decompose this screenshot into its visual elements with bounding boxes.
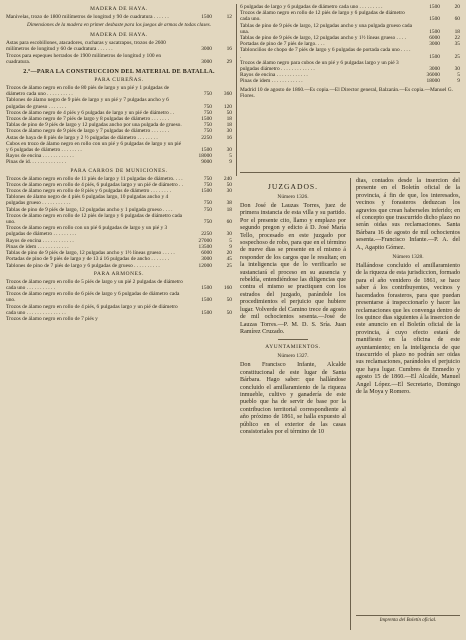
date-signature: Madrid 10 de agosto de 1860.—Es copia.—El Director general, Balzarán.—Es copia.—Manuel G. Flores. <box>240 86 454 99</box>
row-price: 50 <box>226 297 232 304</box>
row-price: 50 <box>226 309 232 316</box>
armones-heading: PARA ARMONES. <box>93 270 145 277</box>
row-quantity: 750 <box>203 109 212 116</box>
municiones-table <box>6 176 232 269</box>
row-price: 9 <box>457 78 460 85</box>
row-price: 30 <box>226 231 232 238</box>
row-description: Manivelas, trozo de 1800 milímetros de longitud y 90 de cuadratura . . . . . . <box>6 14 169 20</box>
table-row <box>6 40 232 52</box>
row-quantity: 1500 <box>201 309 212 316</box>
row-price: 50 <box>226 109 232 116</box>
row-description: Portadas de pino de 9 piés de largo y de 13 á 16 pulgadas de ancho . . . . . . . <box>6 256 169 263</box>
row-quantity: 750 <box>203 91 212 98</box>
row-price: 360 <box>223 91 232 98</box>
row-price: 35 <box>454 41 460 48</box>
row-quantity: 2250 <box>201 134 212 141</box>
row-quantity: 36000 <box>426 72 440 79</box>
notice-number-2: Número 1328. <box>392 254 424 261</box>
row-quantity: 750 <box>203 219 212 226</box>
row-description: Trozos de álamo negro en rollo de 7 piés y <box>6 315 98 322</box>
imprint-rule <box>356 615 460 616</box>
juzgados-heading: JUZGADOS. <box>267 182 319 191</box>
column-divider-top <box>236 4 237 176</box>
row-description: Trozos de álamo negro para cubos de un pié y 6 pulgadas largo y un pié 3 pulgadas diámetro . . . . . . . . . . . . . <box>240 59 399 73</box>
column-divider-bottom <box>350 178 351 630</box>
table-row <box>6 225 232 237</box>
row-quantity: 750 <box>203 103 212 110</box>
row-price: 16 <box>226 46 232 53</box>
imprint: Imprenta del Boletín oficial. <box>379 618 437 623</box>
row-description: Tablones de álamo negro de 4 piés 6 pulgadas largo, 10 pulgadas ancho y 4 pulgadas grueso . . . . . . . . . . . <box>6 194 169 207</box>
table-row <box>6 53 232 65</box>
row-quantity: 750 <box>203 206 212 213</box>
row-quantity: 3000 <box>429 66 440 73</box>
row-quantity: 750 <box>203 122 212 129</box>
row-price: 18 <box>226 122 232 129</box>
row-quantity: 1500 <box>201 147 212 154</box>
dimensiones-note: Dimensiones de la madera en primer desbaste para los juegos de armas de todas clases. <box>27 22 211 29</box>
row-description: Pinas de id. . . . . . . . . . . . . . <box>6 159 67 166</box>
juzgados-text: Don José de Lauzas Torres, juez de primera instancia de esta villa y su partido. Por el presente cito, llamo y emplazo por segundo pregon y edicto á D. José María Tello, procesado en este juzgado por sospechoso de robo, para que en el término de nueve dias se presente en el mismo á responder de los cargos que le resultan; en la inteligencia que de lo verificarlo se sustanciará el proceso en su ausencia y rebeldía, entendiéndose las diligencias que contra el mismo se practiquen con los estrados del juzgado, parándole los procedimientos el perjuicio que hubiere lugar. Volverde del Camino trece de agosto de mil ochocientos sesenta.—José de Lauzas Torres.—P. M. D. S. Sría. Juan Ramírez Cruzado. <box>240 203 346 335</box>
row-price: 18 <box>454 28 460 35</box>
row-description: Portadas de pino de 7 piés de largo. . . . <box>240 41 325 48</box>
row-quantity: 13500 <box>198 243 212 250</box>
curenas-heading: PARA CUREÑAS. <box>94 77 144 84</box>
row-price: 30 <box>454 66 460 73</box>
row-description: Cubos en trozo de álamo negro en rollo con un pié y 6 pulgadas de largo y un pié y 6 pulgadas de diámetro . . . . . . . . <box>6 140 182 154</box>
table-row <box>240 78 460 84</box>
row-description: Pinas de idem . . . . . . . . . . . . <box>6 243 69 250</box>
row-quantity: 6000 <box>429 35 440 42</box>
row-description: Trozos de álamo negro en rollo de 4 piés, 6 pulgadas largo y un pié de diámetro . . <box>6 181 184 188</box>
row-price: 30 <box>226 147 232 154</box>
madera-table <box>6 14 232 20</box>
row-description: Tablonciños de chopo de 7 piés de largo y 6 pulgadas de portada cada uno . . . . . <box>240 47 411 60</box>
table-row <box>6 304 232 316</box>
row-price: 30 <box>226 128 232 135</box>
table-row <box>240 23 460 35</box>
madera-haya-heading-2: MADERA DE HAYA. <box>90 32 148 39</box>
row-description: Tablas de pino de 9 piés de largo, 12 pulgadas ancho y 1½ líneas grueso . . . . . <box>6 250 175 257</box>
row-quantity: 1500 <box>429 16 440 23</box>
negra-table <box>6 40 232 65</box>
row-description: Trozos de álamo negro en rollo de 12 piés de largo y 6 pulgadas de diámetro cada uno. <box>240 10 405 23</box>
left-column <box>6 4 232 322</box>
juzgados-number: Número 1326. <box>277 194 309 200</box>
armones-table <box>6 279 232 322</box>
row-quantity: 1500 <box>201 188 212 195</box>
row-price: 45 <box>226 256 232 263</box>
row-price: 20 <box>226 250 232 257</box>
row-quantity: 3000 <box>429 41 440 48</box>
row-description: Rayos de encina . . . . . . . . . . . . <box>240 72 308 79</box>
row-description: Trozos de álamo negro en rollo de 4 piés, 6 pulgadas largo y un pié de diámetro cada uno . . . . . . . . . . . . . . . <box>6 303 178 316</box>
row-quantity: 18000 <box>426 78 440 85</box>
row-description: Rayos de encina . . . . . . . . . . . . <box>6 153 74 160</box>
row-description: Trozos de álamo negro en rollo de 5 piés de largo y un pié 2 pulgadas de diámetro cada uno . . . . . . . . . . . <box>6 278 183 291</box>
row-description: Tablas de pino de 9 piés de largo, 12 pulgadas ancho y una pulgada grueso cada una. <box>240 22 412 35</box>
row-price: 5 <box>229 237 232 244</box>
row-description: Tablones de álamo negro de 9 piés de largo y un pié y 7 pulgadas ancho y 6 pulgadas de grueso . . . . . . . <box>6 97 169 110</box>
row-price: 30 <box>226 188 232 195</box>
row-price: 60 <box>454 16 460 23</box>
row-quantity: 750 <box>203 181 212 188</box>
row-quantity: 750 <box>203 200 212 207</box>
row-description: Trozos de álamo negro de 9 piés de largo y 7 pulgadas de diámetro . . . . . . . <box>6 128 170 135</box>
row-quantity: 3000 <box>201 256 212 263</box>
row-price: 22 <box>454 35 460 42</box>
row-quantity: 1500 <box>201 14 212 20</box>
row-description: Trozos de álamo negro en rollo de 8 piés y 6 pulgadas de diámetro . . . . . . . . <box>6 188 171 195</box>
row-price: 20 <box>454 4 460 10</box>
ayuntamientos-heading: AYUNTAMIENTOS. <box>265 344 321 351</box>
row-price: 25 <box>226 262 232 269</box>
juzgados-column <box>240 178 346 438</box>
row-price: 160 <box>223 284 232 291</box>
ayuntamientos-number: Número 1327. <box>277 353 309 360</box>
row-description: Tablones de pino de 7 piés de largo y 6 pulgadas de grueso . . . . . . . . . . <box>6 262 160 269</box>
madera-haya-heading: MADERA DE HAYA. <box>90 6 148 12</box>
row-description: Trozos para espeques herrados de 1900 milímetros de longitud y 100 en cuadratura. <box>6 52 162 65</box>
ayuntamientos-text: Don Francisco Infante, Alcalde constitucional de este lugar de Santa Bárbara. Hago saber: que hallándose concluido el amillaramiento de la riqueza inmueble, cultivo y ganadería de este pueblo que ha de servir de base por la contribucion territorial correspondiente al año próximo de 1861, se halla expuesto al público en el exterior de las casas consistoriales por el término de 10 <box>240 362 346 435</box>
section-divider <box>240 172 460 173</box>
table-row <box>6 291 232 303</box>
row-quantity: 2250 <box>201 231 212 238</box>
table-row <box>240 60 460 72</box>
row-description: Trozos de álamo negro en rollo de 11 piés de largo y 11 pulgadas de diámetro. . . . <box>6 175 183 182</box>
row-description: Rayos de encina . . . . . . . . . . . . <box>6 237 74 244</box>
short-rule <box>278 339 308 340</box>
row-price: 60 <box>226 219 232 226</box>
notice-text-1: dias, contados desde la insercion del presente en el Boletín oficial de la provincia, á fin de que, los interesados, vecinos y forasteros deduzcan los agravios que crean haberseles inferido; en el concepto que trascurrido dicho plazo no serán oidas sus reclamaciones. Santa Bárbara 16 de agosto de mil ochocientos sesenta.—Francisco Infante.—P. A. del A., Agapito Gómez. <box>356 178 460 251</box>
row-description: Tablas de pino de 9 piés de largo, 12 pulgadas ancho y 1 pulgada grueso . . . . <box>6 206 173 213</box>
row-quantity: 750 <box>203 175 212 182</box>
row-description: 6 pulgadas de largo y 6 pulgadas de diámetro cada uno . . . . . . . . . <box>240 4 383 10</box>
row-description: Trozos de álamo negro en rollo de 6 piés de largo y 6 pulgadas de diámetro cada uno. <box>6 291 180 304</box>
row-price: 5 <box>457 72 460 79</box>
row-price: 50 <box>226 181 232 188</box>
table-row <box>6 141 232 153</box>
row-price: 120 <box>223 103 232 110</box>
row-description: Trozos de álamo negro en rollo de 80 piés de largo y un pié y 1 pulgadas de diámetro cada uno . . . . . . . . . . <box>6 85 170 98</box>
table-row <box>6 263 232 269</box>
notice-text-2: Hallándose concluido el amillaramiento de la riqueza de esta jurisdiccion, formado para el año venidero de 1861, se hace saber á los contribuyentes, vecinos y hacendados forasteros, para que puedan presentarse á inspeccionarlo y hacer las reclamaciones que les convenga dentro de los quince dias siguientes á la insercion de este anuncio en el Boletín oficial de la provincia, á cuyo efecto estará de manifiesto en la oficina de este ayuntamiento; en la inteligencia de que trascurrido el plazo no podrán ser oidas sus reclamaciones, parándoles el perjuicio que haya lugar. Cumbres de Enmedio y agosto 15 de 1860.—El Alcalde, Manuel Angel López.—El Secretario, Domingo de la Moya y Romero. <box>356 263 460 395</box>
row-price: 12 <box>226 14 232 20</box>
table-row <box>240 10 460 22</box>
row-quantity: 3000 <box>201 46 212 53</box>
table-row <box>6 213 232 225</box>
row-quantity: 1500 <box>429 28 440 35</box>
row-quantity: 1500 <box>429 4 440 10</box>
row-price: 18 <box>226 116 232 123</box>
row-quantity: 3000 <box>201 58 212 65</box>
row-quantity: 9000 <box>201 159 212 166</box>
notices-column <box>356 178 460 398</box>
row-price: 16 <box>226 134 232 141</box>
table-row <box>6 159 232 165</box>
row-quantity: 12000 <box>198 262 212 269</box>
row-description: Trozos de álamo negro en rollo con un pié 6 pulgadas de largo y un pié y 3 pulgadas de diámetro . . . . . . . . . <box>6 225 168 238</box>
row-price: 9 <box>229 243 232 250</box>
row-price: 29 <box>226 58 232 65</box>
row-description: Trozos de álamo negro en rollo de 12 piés de largo y 6 pulgadas de diámetro cada uno. <box>6 212 183 226</box>
row-price: 240 <box>223 175 232 182</box>
row-quantity: 27000 <box>198 237 212 244</box>
row-price: 5 <box>229 153 232 160</box>
row-price: 18 <box>226 206 232 213</box>
table-row <box>6 316 232 322</box>
table-row <box>6 97 232 109</box>
row-quantity: 1500 <box>429 53 440 60</box>
right-table <box>240 4 460 85</box>
row-description: Astas para escobillones, atacadores, cucharas y sacatrapos, trozos de 2600 milímetros de longitud y 60 de cuadratura . . . . . . <box>6 40 166 53</box>
right-top-column <box>240 4 460 101</box>
table-row <box>6 194 232 206</box>
table-row <box>240 47 460 59</box>
row-description: Trozos de álamo negro de 4 piés y 6 pulgadas de largo y un pié de diámetro . . <box>6 109 175 116</box>
row-description: Astas de haya de 8 piés de largo y 2 ½ pulgadas de diámetro . . . . . . . . <box>6 134 158 141</box>
row-description: Trozos de álamo negro de 7 piés de largo y 8 pulgadas de diámetro . . . . . . . <box>6 116 170 123</box>
row-quantity: 1500 <box>201 116 212 123</box>
row-quantity: 6000 <box>201 250 212 257</box>
row-price: 25 <box>454 53 460 60</box>
row-quantity: 1500 <box>201 297 212 304</box>
row-quantity: 18000 <box>198 153 212 160</box>
row-price: 38 <box>226 200 232 207</box>
row-description: Pinas de idem . . . . . . . . . . . . <box>240 78 303 85</box>
row-quantity: 1500 <box>201 284 212 291</box>
table-row <box>6 14 232 20</box>
row-price: 9 <box>229 159 232 166</box>
municiones-heading: PARA CARROS DE MUNICIONES. <box>70 167 168 174</box>
row-description: Tablas de pino de 9 piés de largo y 12 pulgadas ancho por una pulgada de grueso. <box>6 122 182 129</box>
table-row <box>6 279 232 291</box>
curenas-table <box>6 85 232 166</box>
row-quantity: 750 <box>203 128 212 135</box>
row-description: Tablas de pino de 9 piés de largo, 12 pulgadas ancho y 1½ líneas grueso . . . . <box>240 35 406 42</box>
table-row <box>6 85 232 97</box>
construccion-heading: 2.º—PARA LA CONSTRUCCION DEL MATERIAL DE BATALLA. <box>23 69 215 76</box>
